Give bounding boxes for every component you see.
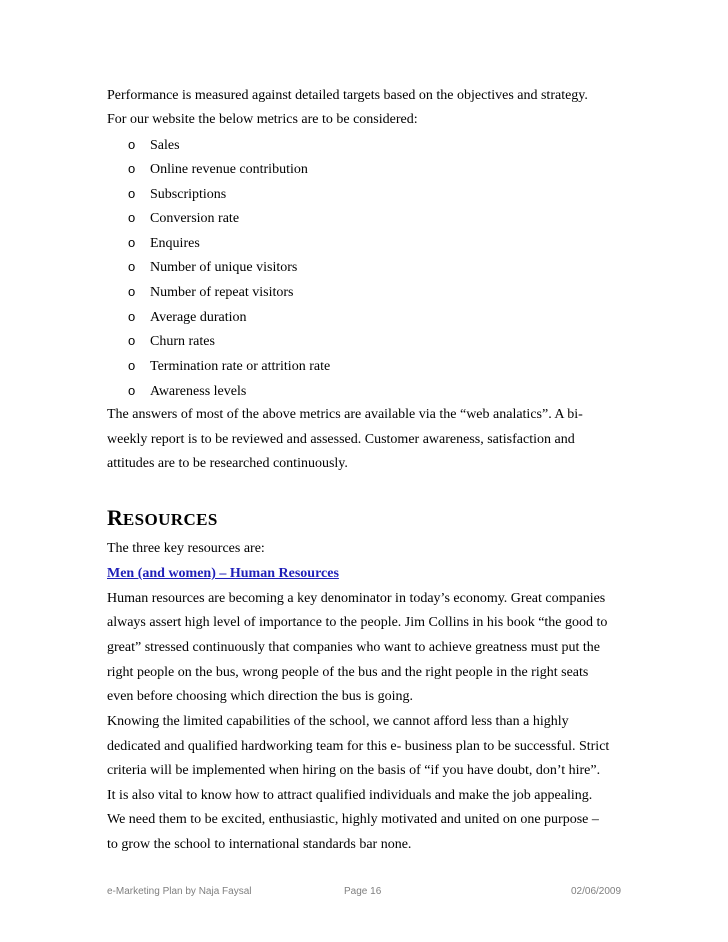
paragraph-line: attitudes are to be researched continuously.: [107, 456, 348, 471]
list-item: [128, 333, 215, 350]
list-item-text: Termination rate or attrition rate: [150, 359, 331, 374]
paragraph-line: Knowing the limited capabilities of the school, we cannot afford less than a highly: [107, 714, 569, 729]
footer-date: 02/06/2009: [571, 886, 622, 897]
bullet-icon: o: [128, 358, 136, 373]
footer-title: e-Marketing Plan by Naja Faysal: [107, 886, 252, 897]
list-item: [128, 259, 297, 276]
paragraph-line: Human resources are becoming a key denominator in today’s economy. Great companies: [107, 591, 606, 606]
list-item: [128, 161, 308, 178]
list-item-text: Enquires: [150, 236, 200, 251]
list-item: [128, 284, 293, 301]
human-resources-subheading-link[interactable]: Men (and women) – Human Resources: [107, 566, 339, 581]
section-heading: RESOURCES: [107, 505, 218, 530]
list-item: [128, 358, 330, 375]
bullet-icon: o: [128, 235, 136, 250]
intro-line: For our website the below metrics are to be considered:: [107, 112, 418, 127]
bullet-icon: o: [128, 309, 136, 324]
bullet-icon: o: [128, 284, 136, 299]
bullet-icon: o: [128, 137, 136, 152]
paragraph-line: It is also vital to know how to attract qualified individuals and make the job appealing.: [107, 788, 593, 803]
list-item-text: Sales: [150, 138, 180, 153]
paragraph-line: always assert high level of importance to the people. Jim Collins in his book “the good to: [107, 615, 608, 630]
paragraph-line: The answers of most of the above metrics are available via the “web analatics”. A bi-: [107, 407, 583, 422]
list-item: [128, 186, 226, 203]
list-item-text: Subscriptions: [150, 187, 227, 202]
list-item-text: Conversion rate: [150, 211, 240, 226]
list-item-text: Online revenue contribution: [150, 162, 308, 177]
list-item: [128, 210, 239, 227]
paragraph-line: right people on the bus, wrong people of the bus and the right people in the right seats: [107, 665, 589, 680]
bullet-icon: o: [128, 210, 136, 225]
list-item: [128, 309, 247, 326]
list-item: [128, 235, 200, 252]
bullet-icon: o: [128, 161, 136, 176]
list-item-text: Awareness levels: [150, 384, 247, 399]
bullet-icon: o: [128, 383, 136, 398]
list-item-text: Average duration: [150, 310, 247, 325]
paragraph-line: to grow the school to international standards bar none.: [107, 837, 412, 852]
intro-line: Performance is measured against detailed targets based on the objectives and strategy.: [107, 88, 588, 103]
paragraph-line: great” stressed continuously that companies who want to achieve greatness must put the: [107, 640, 600, 655]
paragraph-line: criteria will be implemented when hiring on the basis of “if you have doubt, don’t hire”.: [107, 763, 601, 778]
resources-intro: The three key resources are:: [107, 541, 265, 556]
bullet-icon: o: [128, 186, 136, 201]
paragraph-line: dedicated and qualified hardworking team for this e- business plan to be successful. Strict: [107, 739, 610, 754]
list-item: [128, 383, 246, 400]
list-item-text: Churn rates: [150, 334, 215, 349]
list-item-text: Number of repeat visitors: [150, 285, 294, 300]
bullet-icon: o: [128, 333, 136, 348]
list-item-text: Number of unique visitors: [150, 260, 298, 275]
paragraph-line: even before choosing which direction the bus is going.: [107, 689, 413, 704]
bullet-icon: o: [128, 259, 136, 274]
paragraph-line: weekly report is to be reviewed and assessed. Customer awareness, satisfaction and: [107, 432, 575, 447]
list-item: [128, 137, 180, 154]
paragraph-line: We need them to be excited, enthusiastic, highly motivated and united on one purpose –: [107, 812, 599, 827]
footer-page-number: Page 16: [344, 886, 382, 897]
